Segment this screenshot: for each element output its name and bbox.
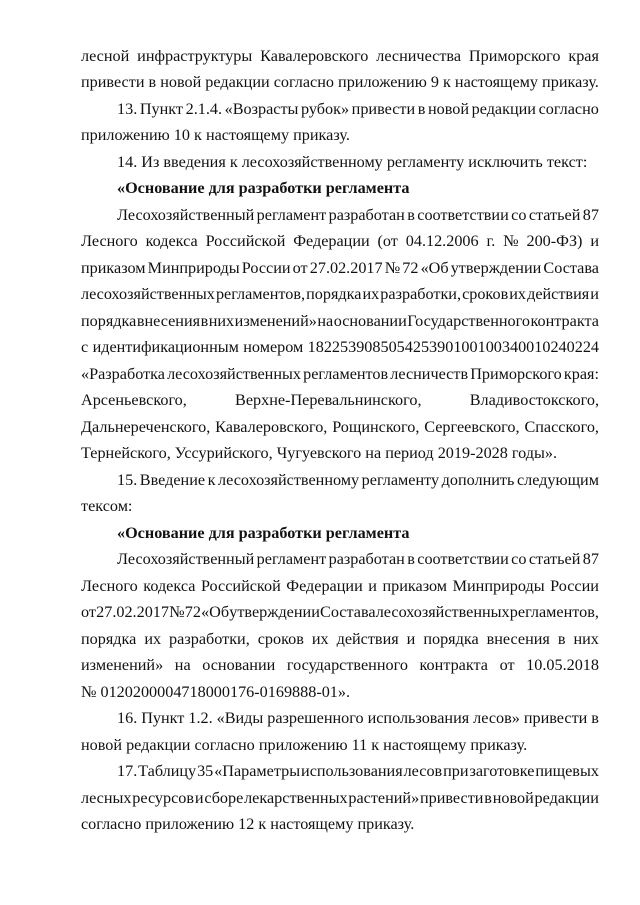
text-line: согласно приложению 12 к настоящему приказу.: [81, 815, 415, 833]
text-line: лесной инфраструктуры Кавалеровского лесничества Приморского края: [81, 47, 599, 65]
text-line: приложению 10 к настоящему приказу.: [81, 126, 350, 144]
text-line: 13. Пункт 2.1.4. «Возрасты рубок» привести в новой редакции согласно: [117, 100, 599, 118]
text-line: 16. Пункт 1.2. «Виды разрешенного использования лесов» привести в: [117, 709, 599, 727]
text-line: привести в новой редакции согласно приложению 9 к настоящему приказу.: [81, 73, 599, 91]
text-line: новой редакции согласно приложению 11 к настоящему приказу.: [81, 736, 528, 754]
text-line: от 27.02.2017 № 72 «Об утверждении Состава лесохозяйственных регламентов,: [81, 603, 599, 621]
text-line: с идентификационным номером 182253908505425390100100340010240224: [81, 338, 599, 356]
text-line: порядка внесения в них изменений» на основании Государственного контракта: [81, 312, 599, 330]
text-line: изменений» на основании государственного контракта от 10.05.2018: [81, 656, 599, 674]
text-line: № 0120200004718000176-0169888-01».: [81, 683, 351, 701]
text-line: Лесного кодекса Российской Федерации (от 04.12.2006 г. № 200-ФЗ) и: [81, 232, 599, 250]
text-line: 17. Таблицу 35 «Параметры использования лесов при заготовке пищевых: [117, 762, 599, 780]
text-line: Лесохозяйственный регламент разработан в соответствии со статьей 87: [117, 550, 599, 568]
section-heading: «Основание для разработки регламента: [117, 179, 410, 197]
text-line: приказом Минприроды России от 27.02.2017 № 72 «Об утверждении Состава: [81, 259, 599, 277]
text-line: порядка их разработки, сроков их действия и порядка внесения в них: [81, 630, 599, 648]
section-heading: «Основание для разработки регламента: [117, 524, 410, 542]
text-line: Лесного кодекса Российской Федерации и приказом Минприроды России: [81, 577, 599, 595]
text-line: 14. Из введения к лесохозяйственному регламенту исключить текст:: [117, 153, 588, 171]
text-line: «Разработка лесохозяйственных регламентов лесничеств Приморского края:: [81, 365, 599, 383]
text-line: лесных ресурсов и сборе лекарственных растений» привести в новой редакции: [81, 789, 599, 807]
text-line: Арсеньевского, Верхне-Перевальнинского, Владивостокского,: [81, 391, 599, 409]
text-line: тексом:: [81, 497, 133, 515]
text-line: 15. Введение к лесохозяйственному регламенту дополнить следующим: [117, 471, 599, 489]
text-line: Лесохозяйственный регламент разработан в соответствии со статьей 87: [117, 206, 599, 224]
text-line: лесохозяйственных регламентов, порядка их разработки, сроков их действия и: [81, 285, 599, 303]
text-line: Тернейского, Уссурийского, Чугуевского на период 2019-2028 годы».: [81, 444, 558, 462]
text-line: Дальнереченского, Кавалеровского, Рощинского, Сергеевского, Спасского,: [81, 418, 599, 436]
